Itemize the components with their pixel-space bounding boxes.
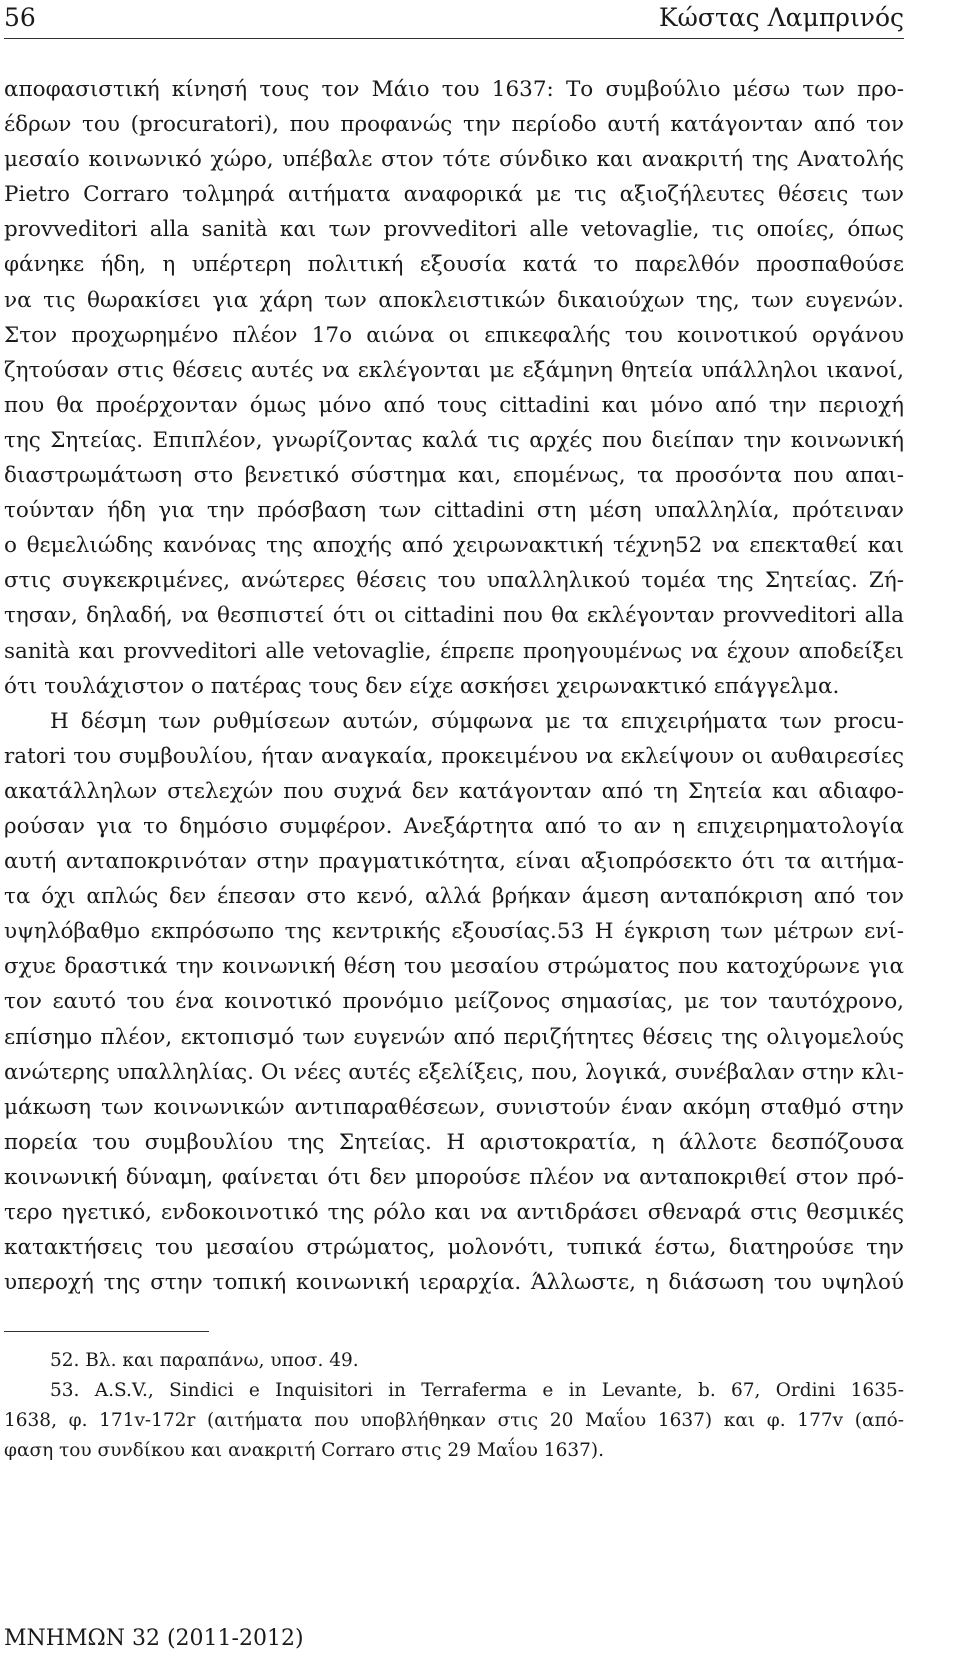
- text-line: ζητούσαν στις θέσεις αυτές να εκλέγονται με εξάμηνη θητεία υπάλληλοι ικανοί,: [4, 357, 904, 383]
- footnote-line: 1638, φ. 171v-172r (αιτήματα που υποβλήθηκαν στις 20 Μαΐου 1637) και φ. 177v (από-: [4, 1410, 904, 1431]
- text-line: Η δέσμη των ρυθμίσεων αυτών, σύμφωνα με τα επιχειρήματα των procu-: [50, 708, 904, 734]
- text-line: διαστρωμάτωση στο βενετικό σύστημα και, επομένως, τα προσόντα που απαι-: [4, 463, 904, 489]
- text-line: μεσαίο κοινωνικό χώρο, υπέβαλε στον τότε σύνδικο και ανακριτή της Ανατολής: [4, 147, 904, 173]
- text-line: υψηλόβαθμο εκπρόσωπο της κεντρικής εξουσίας.53 Η έγκριση των μέτρων ενί-: [4, 919, 904, 945]
- footnote-line: φαση του συνδίκου και ανακριτή Corraro στις 29 Μαΐου 1637).: [4, 1440, 604, 1461]
- footnote-line: 52. Βλ. και παραπάνω, υποσ. 49.: [50, 1350, 359, 1371]
- running-head-author: Κώστας Λαμπρινός: [658, 3, 904, 32]
- text-line: να τις θωρακίσει για χάρη των αποκλειστικών δικαιούχων της, των ευγενών.: [4, 287, 904, 313]
- footnote-separator: [4, 1331, 209, 1332]
- text-line: της Σητείας. Επιπλέον, γνωρίζοντας καλά τις αρχές που διείπαν την κοινωνική: [4, 427, 904, 453]
- text-line: ότι τουλάχιστον ο πατέρας τους δεν είχε ασκήσει χειρωνακτικό επάγγελμα.: [4, 673, 840, 699]
- text-line: τησαν, δηλαδή, να θεσπιστεί ότι οι cittadini που θα εκλέγονταν provveditori alla: [4, 603, 904, 629]
- text-line: που θα προέρχονταν όμως μόνο από τους cittadini και μόνο από την περιοχή: [4, 392, 904, 418]
- text-line: ανώτερης υπαλληλίας. Οι νέες αυτές εξελίξεις, που, λογικά, συνέβαλαν στην κλι-: [4, 1059, 904, 1085]
- footnotes: [4, 1346, 904, 1466]
- text-line: provveditori alla sanità και των provveditori alle vetovaglie, τις οποίες, όπως: [4, 217, 904, 243]
- text-line: κατακτήσεις του μεσαίου στρώματος, μολονότι, τυπικά έστω, διατηρούσε την: [4, 1235, 904, 1261]
- text-line: τερο ηγετικό, ενδοκοινοτικό της ρόλο και να αντιδράσει σθεναρά στις θεσμικές: [4, 1200, 904, 1225]
- text-line: πορεία του συμβουλίου της Σητείας. Η αριστοκρατία, η άλλοτε δεσπόζουσα: [4, 1129, 904, 1155]
- text-line: Στον προχωρημένο πλέον 17ο αιώνα οι επικεφαλής του κοινοτικού οργάνου: [4, 322, 904, 348]
- footnote-line: 53. A.S.V., Sindici e Inquisitori in Terraferma e in Levante, b. 67, Ordini 1635-: [50, 1380, 904, 1401]
- text-line: τα όχι απλώς δεν έπεσαν στο κενό, αλλά βρήκαν άμεση ανταπόκριση από τον: [4, 884, 904, 910]
- text-line: αυτή ανταποκρινόταν στην πραγματικότητα, είναι αξιοπρόσεκτο ότι τα αιτήμα-: [4, 849, 904, 875]
- journal-footer: ΜΝΗΜΩΝ 32 (2011-2012): [4, 1626, 304, 1651]
- text-line: αποφασιστική κίνησή τους τον Μάιο του 1637: Το συμβούλιο μέσω των προ-: [4, 77, 904, 102]
- text-line: σχυε δραστικά την κοινωνική θέση του μεσαίου στρώματος που κατοχύρωνε για: [4, 954, 904, 980]
- text-line: τον εαυτό του ένα κοινοτικό προνόμιο μείζονος σημασίας, με τον ταυτόχρονο,: [4, 989, 904, 1015]
- text-line: μάκωση των κοινωνικών αντιπαραθέσεων, συνιστούν έναν ακόμη σταθμό στην: [4, 1094, 904, 1120]
- page-header: [4, 0, 904, 40]
- text-line: ακατάλληλων στελεχών που συχνά δεν κατάγονταν από τη Σητεία και αδιαφο-: [4, 778, 904, 804]
- page-number: 56: [4, 3, 36, 32]
- text-line: ο θεμελιώδης κανόνας της αποχής από χειρωνακτική τέχνη52 να επεκταθεί και: [4, 533, 904, 559]
- text-line: ratori του συμβουλίου, ήταν αναγκαία, προκειμένου να εκλείψουν οι αυθαιρεσίες: [4, 743, 904, 769]
- text-line: υπεροχή της στην τοπική κοινωνική ιεραρχία. Άλλωστε, η διάσωση του υψηλού: [4, 1270, 904, 1296]
- header-rule: [4, 38, 904, 39]
- text-line: έδρων του (procuratori), που προφανώς την περίοδο αυτή κατάγονταν από τον: [4, 112, 904, 138]
- text-line: sanità και provveditori alle vetovaglie, έπρεπε προηγουμένως να έχουν αποδείξει: [4, 638, 904, 664]
- text-line: ρούσαν για το δημόσιο συμφέρον. Ανεξάρτητα από το αν η επιχειρηματολογία: [4, 813, 904, 839]
- text-line: κοινωνική δύναμη, φαίνεται ότι δεν μπορούσε πλέον να ανταποκριθεί στον πρό-: [4, 1164, 904, 1190]
- text-line: φάνηκε ήδη, η υπέρτερη πολιτική εξουσία κατά το παρελθόν προσπαθούσε: [4, 252, 904, 278]
- text-line: τούνταν ήδη για την πρόσβαση των cittadini στη μέση υπαλληλία, πρότειναν: [4, 498, 904, 524]
- text-line: Pietro Corraro τολμηρά αιτήματα αναφορικά με τις αξιοζήλευτες θέσεις των: [4, 182, 904, 208]
- text-line: επίσημο πλέον, εκτοπισμό των ευγενών από περιζήτητες θέσεις της ολιγομελούς: [4, 1024, 904, 1050]
- main-text: [4, 72, 904, 1300]
- text-line: στις συγκεκριμένες, ανώτερες θέσεις του υπαλληλικού τομέα της Σητείας. Ζή-: [4, 568, 904, 594]
